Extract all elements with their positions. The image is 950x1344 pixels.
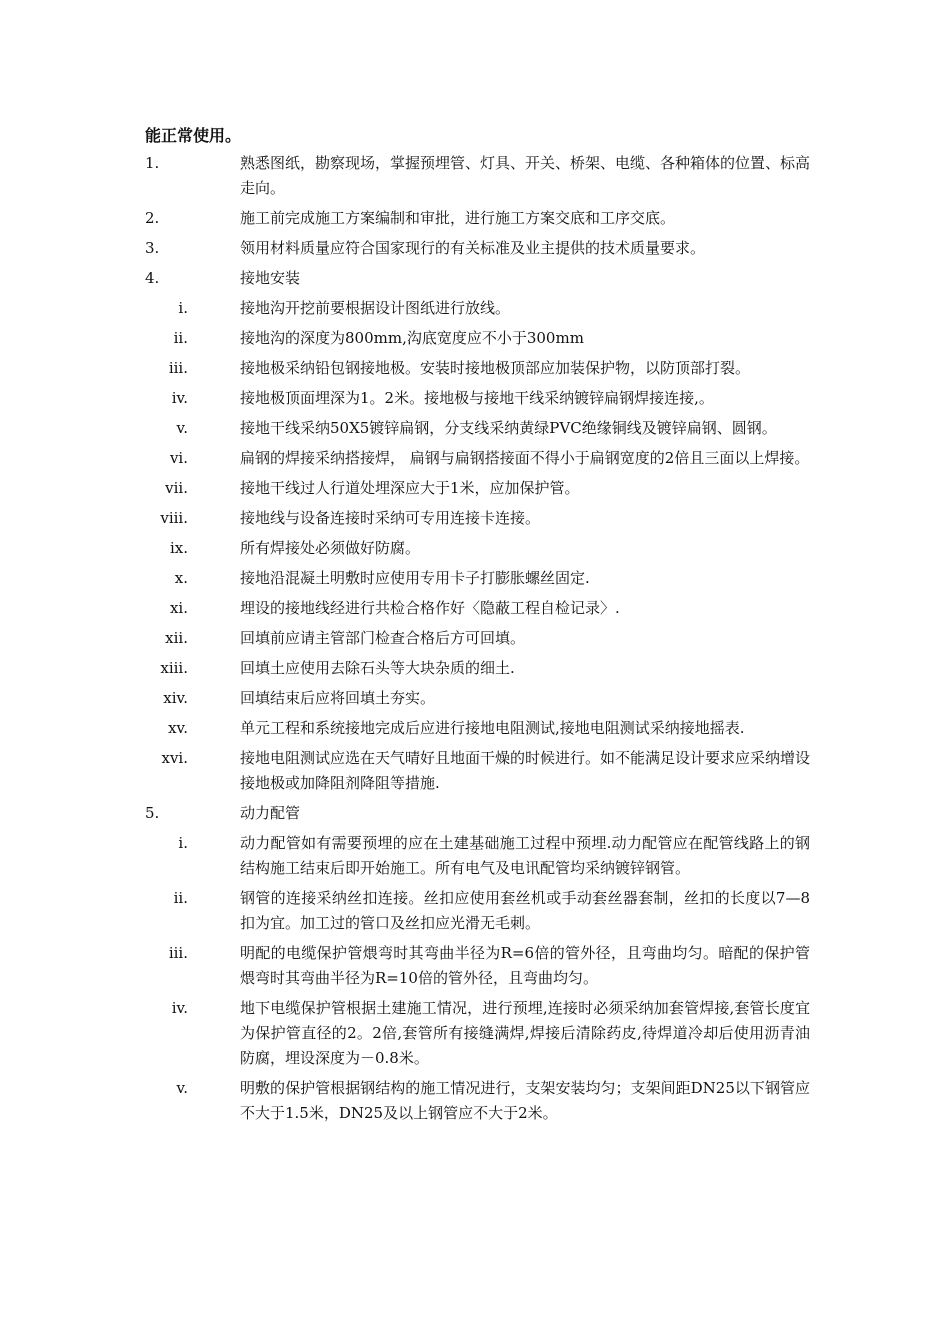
sub-list-item: [0, 596, 950, 621]
sub-list-item: [0, 831, 950, 881]
item-text: 接地沟的深度为800mm,沟底宽度应不小于300mm: [240, 329, 584, 347]
list-item: [0, 236, 950, 261]
item-text: 熟悉图纸，勘察现场，掌握预埋管、灯具、开关、桥架、电缆、各种箱体的位置、标高走向。: [240, 154, 811, 197]
sub-list-item: [0, 626, 950, 651]
item-number: ii.: [173, 889, 188, 907]
sub-list-item: [0, 716, 950, 741]
item-number: iv.: [171, 389, 188, 407]
item-text: 扁钢的焊接采纳搭接焊， 扁钢与扁钢搭接面不得小于扁钢宽度的2倍且三面以上焊接。: [240, 449, 810, 467]
item-text: 钢管的连接采纳丝扣连接。丝扣应使用套丝机或手动套丝器套制，丝扣的长度以7—8扣为宜。加工过的管口及丝扣应光滑无毛刺。: [240, 889, 810, 932]
item-number: i.: [178, 299, 188, 317]
item-text: 接地干线过人行道处埋深应大于1米，应加保护管。: [240, 479, 580, 497]
numbered-list: [0, 151, 950, 1131]
item-text: 回填前应请主管部门检查合格后方可回填。: [240, 629, 526, 647]
item-number: iii.: [168, 944, 188, 962]
item-number: vii.: [165, 479, 188, 497]
item-text: 明配的电缆保护管煨弯时其弯曲半径为R=6倍的管外径，且弯曲均匀。暗配的保护管煨弯时其弯曲半径为R=10倍的管外径，且弯曲均匀。: [240, 944, 810, 987]
item-text: 接地沿混凝土明敷时应使用专用卡子打膨胀螺丝固定.: [240, 569, 590, 587]
item-number: vi.: [169, 449, 188, 467]
sub-list-item: [0, 566, 950, 591]
sub-list-item: [0, 446, 950, 471]
item-number: xvi.: [161, 749, 188, 767]
item-text: 动力配管: [240, 804, 301, 822]
item-text: 回填土应使用去除石头等大块杂质的细土.: [240, 659, 515, 677]
sub-list-item: [0, 746, 950, 796]
item-text: 接地沟开挖前要根据设计图纸进行放线。: [240, 299, 511, 317]
item-number: xv.: [168, 719, 188, 737]
sub-list-item: [0, 476, 950, 501]
item-number: xi.: [169, 599, 188, 617]
sub-list-item: [0, 506, 950, 531]
list-item: [0, 801, 950, 826]
item-text: 单元工程和系统接地完成后应进行接地电阻测试,接地电阻测试采纳接地摇表.: [240, 719, 745, 737]
item-text: 接地极采纳铅包钢接地极。安装时接地极顶部应加装保护物，以防顶部打裂。: [240, 359, 751, 377]
list-item: [0, 206, 950, 231]
item-text: 接地干线采纳50X5镀锌扁钢，分支线采纳黄绿PVC绝缘铜线及镀锌扁钢、圆钢。: [240, 419, 777, 437]
item-number: v.: [176, 419, 188, 437]
sub-list-item: [0, 941, 950, 991]
item-number: xiii.: [160, 659, 188, 677]
item-number: 2.: [145, 209, 160, 227]
list-item: [0, 266, 950, 291]
item-text: 接地电阻测试应选在天气晴好且地面干燥的时候进行。如不能满足设计要求应采纳增设接地极或加降阻剂降阻等措施.: [240, 749, 811, 792]
sub-list-item: [0, 326, 950, 351]
item-text: 领用材料质量应符合国家现行的有关标准及业主提供的技术质量要求。: [240, 239, 706, 257]
item-number: iv.: [171, 999, 188, 1017]
sub-list-item: [0, 356, 950, 381]
item-number: v.: [176, 1079, 188, 1097]
item-number: xii.: [165, 629, 188, 647]
item-number: ii.: [173, 329, 188, 347]
item-number: 4.: [145, 269, 160, 287]
sub-list-item: [0, 386, 950, 411]
item-text: 施工前完成施工方案编制和审批，进行施工方案交底和工序交底。: [240, 209, 676, 227]
item-number: i.: [178, 834, 188, 852]
item-text: 地下电缆保护管根据土建施工情况，进行预埋,连接时必须采纳加套管焊接,套管长度宜为保护管直径的2。2倍,套管所有接缝满焊,焊接后清除药皮,待焊道冷却后使用沥青油防腐，埋设深度为－0.8米。: [240, 999, 810, 1067]
sub-list-item: [0, 296, 950, 321]
item-number: ix.: [169, 539, 188, 557]
item-number: 3.: [145, 239, 160, 257]
item-number: xiv.: [163, 689, 188, 707]
item-text: 埋设的接地线经进行共检合格作好〈隐蔽工程自检记录〉.: [240, 599, 620, 617]
item-text: 接地线与设备连接时采纳可专用连接卡连接。: [240, 509, 541, 527]
item-number: iii.: [168, 359, 188, 377]
item-number: x.: [174, 569, 188, 587]
item-number: 1.: [145, 154, 160, 172]
item-text: 接地极顶面埋深为1。2米。接地极与接地干线采纳镀锌扁钢焊接连接,。: [240, 389, 714, 407]
item-text: 回填结束后应将回填土夯实。: [240, 689, 436, 707]
list-item: [0, 151, 950, 201]
sub-list-item: [0, 656, 950, 681]
item-text: 明敷的保护管根据钢结构的施工情况进行，支架安装均匀；支架间距DN25以下钢管应不大于1.5米，DN25及以上钢管应不大于2米。: [240, 1079, 810, 1122]
sub-list-item: [0, 1076, 950, 1126]
item-number: 5.: [145, 804, 160, 822]
item-text: 接地安装: [240, 269, 301, 287]
sub-list-item: [0, 886, 950, 936]
section-heading: 能正常使用。: [145, 126, 242, 145]
sub-list-item: [0, 686, 950, 711]
item-text: 动力配管如有需要预埋的应在土建基础施工过程中预埋.动力配管应在配管线路上的钢结构施工结束后即开始施工。所有电气及电讯配管均采纳镀锌钢管。: [240, 834, 810, 877]
sub-list-item: [0, 416, 950, 441]
sub-list-item: [0, 996, 950, 1071]
item-text: 所有焊接处必须做好防腐。: [240, 539, 421, 557]
item-number: viii.: [160, 509, 188, 527]
sub-list-item: [0, 536, 950, 561]
